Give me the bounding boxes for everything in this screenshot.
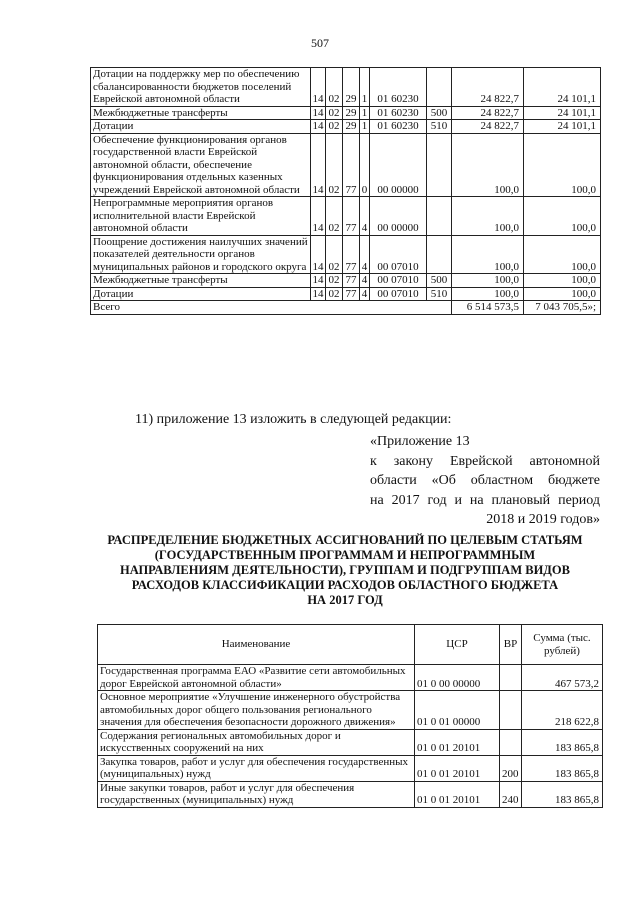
table2-header-row — [98, 625, 603, 665]
cell-name: Дотации — [91, 287, 311, 301]
cell-name: Обеспечение функционирования органов государственной власти Еврейской автономной области, обеспечение функционирования отдельных казенных учреждений Еврейской автономной области — [91, 133, 311, 197]
cell-c4: 4 — [360, 235, 370, 274]
appendix-line-2: к закону Еврейской автономной — [370, 453, 600, 469]
cell-v1: 24 822,7 — [452, 120, 524, 134]
cell-csr: 01 0 01 20101 — [415, 729, 500, 755]
cell-sum: 183 865,8 — [522, 781, 603, 807]
appendix-line-4: на 2017 год и на плановый период — [370, 492, 600, 508]
cell-c4: 0 — [360, 133, 370, 197]
cell-vr: 500 — [427, 106, 452, 120]
cell-c5: 00 07010 — [370, 235, 427, 274]
cell-vr — [500, 665, 522, 691]
total-label: Всего — [91, 301, 452, 315]
cell-name: Дотации — [91, 120, 311, 134]
cell-c1: 14 — [311, 235, 326, 274]
cell-c4: 4 — [360, 197, 370, 236]
cell-c2: 02 — [326, 235, 343, 274]
table-row — [98, 729, 603, 755]
cell-csr: 01 0 01 00000 — [415, 691, 500, 730]
cell-name: Закупка товаров, работ и услуг для обеспечения государственных (муниципальных) нужд — [98, 755, 415, 781]
appendix-line-3: области «Об областном бюджете — [370, 473, 600, 488]
cell-vr: 510 — [427, 120, 452, 134]
table1-total-row — [91, 301, 601, 315]
budget-allocation-table — [97, 624, 603, 808]
table1-body — [91, 68, 601, 301]
cell-c5: 00 07010 — [370, 274, 427, 288]
cell-c1: 14 — [312, 287, 324, 300]
cell-c5: 01 60230 — [370, 68, 427, 107]
cell-c3: 77 — [343, 287, 360, 301]
title-line: РАСПРЕДЕЛЕНИЕ БЮДЖЕТНЫХ АССИГНОВАНИЙ ПО ЦЕЛЕВЫМ СТАТЬЯМ — [107, 533, 583, 547]
cell-v2: 100,0 — [524, 197, 601, 236]
header-name: Наименование — [98, 625, 415, 665]
cell-v2: 100,0 — [524, 274, 601, 288]
cell-c2: 02 — [326, 133, 343, 197]
cell-v1: 100,0 — [452, 235, 524, 274]
table-row — [98, 781, 603, 807]
title-line: (ГОСУДАРСТВЕННЫМ ПРОГРАММАМ И НЕПРОГРАММНЫМ — [154, 548, 536, 562]
cell-v2: 100,0 — [524, 133, 601, 197]
cell-vr — [427, 197, 452, 236]
cell-vr: 200 — [500, 755, 522, 781]
appendix-line-1: «Приложение 13 — [370, 434, 470, 449]
cell-c3: 29 — [343, 106, 360, 120]
table2-body — [98, 665, 603, 808]
cell-c1: 14 — [312, 120, 324, 132]
cell-vr — [427, 133, 452, 197]
cell-v1: 100,0 — [452, 197, 524, 236]
cell-c3: 77 — [343, 197, 360, 236]
cell-vr — [427, 235, 452, 274]
cell-v1: 100,0 — [452, 274, 524, 288]
appendix-line-5: 2018 и 2019 годов» — [486, 512, 600, 527]
cell-sum: 467 573,2 — [522, 665, 603, 691]
cell-c1: 14 — [311, 68, 326, 107]
cell-v2: 100,0 — [524, 235, 601, 274]
table-row — [91, 287, 601, 301]
budget-table-continued — [90, 67, 601, 315]
cell-sum: 183 865,8 — [522, 729, 603, 755]
cell-v1: 24 822,7 — [452, 106, 524, 120]
cell-v1: 100,0 — [452, 287, 524, 301]
cell-c2: 02 — [326, 274, 343, 288]
header-csr: ЦСР — [415, 625, 500, 665]
cell-c1: 14 — [311, 133, 326, 197]
cell-v2: 24 101,1 — [524, 106, 601, 120]
cell-vr — [500, 691, 522, 730]
cell-c5: 01 60230 — [370, 120, 427, 134]
cell-vr: 500 — [427, 274, 452, 288]
table-row — [91, 106, 601, 120]
cell-c5: 00 07010 — [370, 287, 427, 301]
cell-name: Иные закупки товаров, работ и услуг для обеспечения государственных (муниципальных) нужд — [98, 781, 415, 807]
cell-c1: 14 — [312, 274, 324, 286]
appendix-header — [370, 432, 600, 530]
cell-name: Содержания региональных автомобильных дорог и искусственных сооружений на них — [98, 729, 415, 755]
cell-name: Поощрение достижения наилучших значений показателей деятельности органов муниципальных районов и городского округа — [91, 235, 311, 274]
cell-c2: 02 — [326, 197, 343, 236]
table-row — [91, 133, 601, 197]
table-row — [91, 120, 601, 134]
cell-c2: 02 — [326, 287, 343, 301]
cell-csr: 01 0 01 20101 — [415, 781, 500, 807]
cell-c2: 02 — [326, 120, 343, 134]
cell-sum: 218 622,8 — [522, 691, 603, 730]
table-row — [98, 755, 603, 781]
amendment-text: 11) приложение 13 изложить в следующей редакции: — [135, 412, 452, 427]
cell-sum: 183 865,8 — [522, 755, 603, 781]
cell-c4: 4 — [360, 287, 370, 301]
cell-c3: 29 — [343, 120, 360, 134]
cell-name: Межбюджетные трансферты — [91, 106, 311, 120]
cell-vr — [427, 68, 452, 107]
cell-c3: 77 — [343, 133, 360, 197]
cell-c2: 02 — [326, 68, 343, 107]
table-row — [98, 665, 603, 691]
page-number: 507 — [311, 36, 329, 50]
cell-c4: 1 — [360, 106, 370, 120]
table-row — [91, 197, 601, 236]
cell-c4: 4 — [360, 274, 370, 288]
table-row — [91, 235, 601, 274]
cell-c3: 77 — [343, 235, 360, 274]
table-row — [91, 68, 601, 107]
cell-c1: 14 — [311, 197, 326, 236]
title-line: НАПРАВЛЕНИЯМ ДЕЯТЕЛЬНОСТИ), ГРУППАМ И ПОДГРУППАМ ВИДОВ — [120, 563, 570, 577]
cell-v2: 100,0 — [524, 287, 601, 301]
cell-c1: 14 — [312, 106, 324, 119]
cell-v1: 100,0 — [452, 133, 524, 197]
cell-name: Основное мероприятие «Улучшение инженерного обустройства автомобильных дорог общего пользования регионального значения для обеспечения безопасности дорожного движения» — [98, 691, 415, 730]
table-row — [98, 691, 603, 730]
cell-c2: 02 — [326, 106, 343, 120]
cell-vr: 510 — [427, 287, 452, 301]
cell-name: Межбюджетные трансферты — [91, 274, 311, 288]
table-row — [91, 274, 601, 288]
cell-v1: 24 822,7 — [452, 68, 524, 107]
cell-c5: 00 00000 — [370, 133, 427, 197]
cell-csr: 01 0 00 00000 — [415, 665, 500, 691]
cell-c4: 1 — [360, 68, 370, 107]
cell-vr: 240 — [500, 781, 522, 807]
title-line: РАСХОДОВ КЛАССИФИКАЦИИ РАСХОДОВ ОБЛАСТНОГО БЮДЖЕТА — [131, 578, 559, 592]
cell-c3: 77 — [343, 274, 360, 288]
header-vr: ВР — [500, 625, 522, 665]
cell-c5: 00 00000 — [370, 197, 427, 236]
header-sum: Сумма (тыс. рублей) — [522, 625, 603, 665]
cell-c5: 01 60230 — [370, 106, 427, 120]
cell-c4: 1 — [360, 120, 370, 134]
cell-v2: 24 101,1 — [524, 68, 601, 107]
cell-name: Дотации на поддержку мер по обеспечению сбалансированности бюджетов поселений Еврейской автономной области — [91, 68, 311, 107]
title-line: НА 2017 ГОД — [307, 593, 383, 607]
cell-csr: 01 0 01 20101 — [415, 755, 500, 781]
cell-vr — [500, 729, 522, 755]
document-title — [80, 533, 610, 608]
total-2019: 7 043 705,5»; — [524, 301, 601, 315]
total-2018: 6 514 573,5 — [452, 301, 524, 315]
cell-name: Государственная программа ЕАО «Развитие сети автомобильных дорог Еврейской автономной области» — [98, 665, 415, 691]
cell-name: Непрограммные мероприятия органов исполнительной власти Еврейской автономной области — [91, 197, 311, 236]
cell-c3: 29 — [343, 68, 360, 107]
cell-v2: 24 101,1 — [524, 120, 601, 134]
